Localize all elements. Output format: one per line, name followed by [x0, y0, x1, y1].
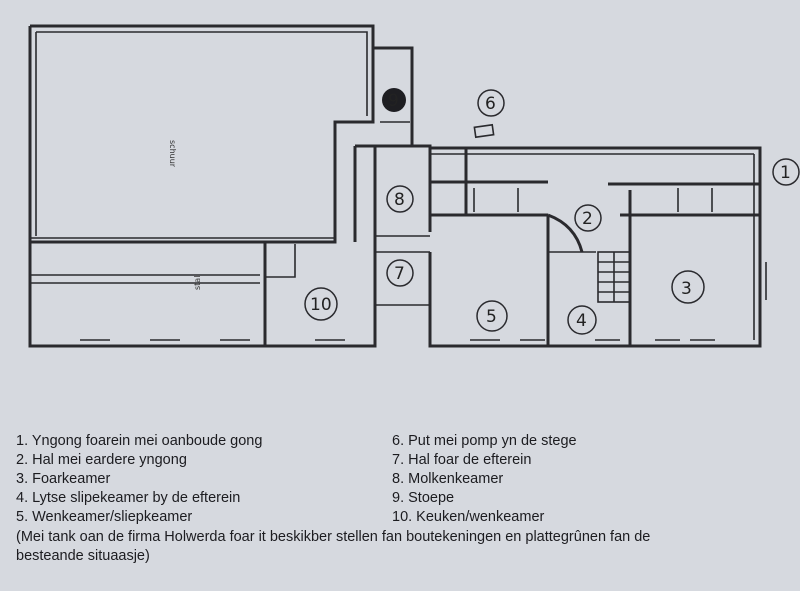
marker-9-label: 9: [388, 91, 399, 111]
marker-5-label: 5: [486, 307, 497, 327]
legend-left: [16, 432, 262, 527]
marker-7: [387, 260, 413, 286]
marker-1: [773, 159, 799, 185]
legend-right: [392, 432, 577, 527]
legend-item-9: 9. Stoepe: [392, 490, 455, 506]
marker-4: [568, 306, 596, 334]
marker-10-label: 10: [310, 295, 332, 315]
legend-item-1: 1. Yngong foarein mei oanboude gong: [16, 433, 263, 449]
acknowledgement-note: (Mei tank oan de firma Holwerda foar it beskikber stellen fan boutekeningen en plattegrûnen fan de besteande situaasje): [16, 529, 651, 564]
service-walls: [355, 146, 430, 305]
marker-6: [478, 90, 504, 116]
legend-item-6: 6. Put mei pomp yn de stege: [392, 433, 577, 449]
legend-item-10: 10. Keuken/wenkeamer: [392, 509, 545, 525]
marker-3-label: 3: [681, 279, 692, 299]
marker-6-label: 6: [485, 94, 496, 114]
marker-4-label: 4: [576, 311, 587, 331]
marker-9: [382, 88, 406, 112]
marker-2-label: 2: [582, 209, 593, 229]
marker-8: [387, 186, 413, 212]
marker-8-label: 8: [394, 190, 405, 210]
marker-2: [575, 205, 601, 231]
marker-10: [305, 288, 337, 320]
pump-symbol: [474, 125, 493, 137]
house-walls: [430, 148, 766, 346]
legend-item-4: 4. Lytse slipekeamer by de efterein: [16, 490, 241, 506]
marker-1-label: 1: [780, 163, 791, 183]
marker-7-label: 7: [394, 264, 405, 284]
legend-item-3: 3. Foarkeamer: [16, 471, 111, 487]
legend-item-2: 2. Hal mei eardere yngong: [16, 452, 187, 468]
legend-item-5: 5. Wenkeamer/sliepkeamer: [16, 509, 193, 525]
marker-3: [672, 271, 704, 303]
marker-5: [477, 301, 507, 331]
barn-walls: [30, 26, 373, 242]
stable-walls: [30, 240, 375, 346]
room-word-stal: stal: [193, 275, 202, 290]
room-word-schuur: schuur: [168, 140, 177, 168]
legend-item-7: 7. Hal foar de efterein: [392, 452, 532, 468]
legend-item-8: 8. Molkenkeamer: [392, 471, 504, 487]
